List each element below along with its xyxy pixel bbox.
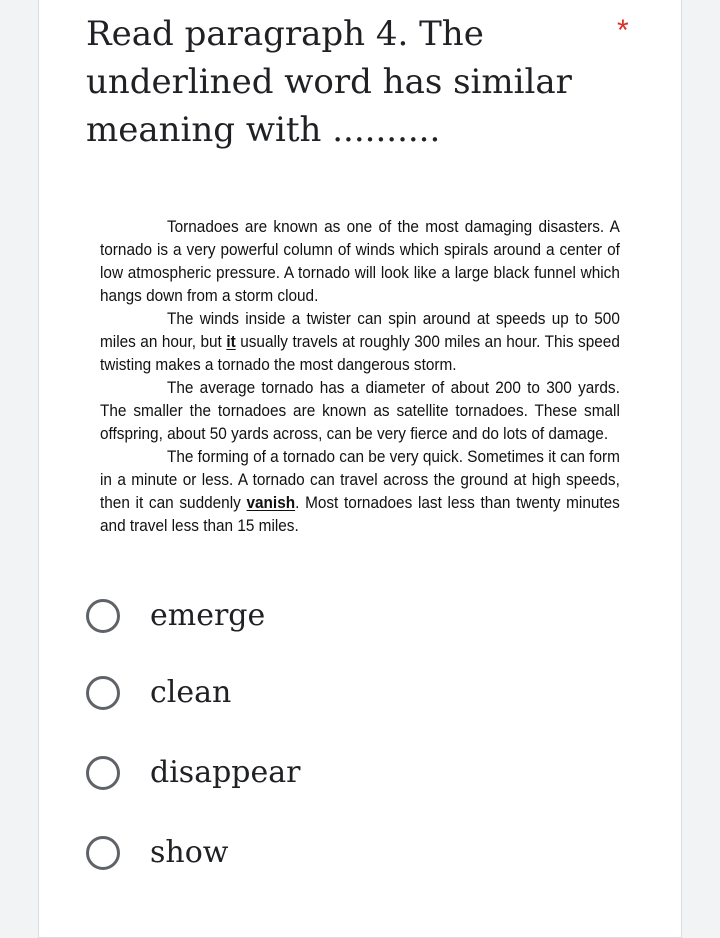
radio-button-disappear[interactable] bbox=[86, 756, 120, 790]
passage-paragraph-2 bbox=[100, 308, 620, 377]
paragraph-1-text: Tornadoes are known as one of the most damaging disasters. A tornado is a very powerful column of winds which spirals around a center of low atmospheric pressure. A tornado will look like a large black funnel which hangs down from a storm cloud. bbox=[100, 218, 620, 305]
paragraph-4-text-after: . Most tornadoes last less than twenty minutes and travel less than 15 miles. bbox=[100, 494, 620, 535]
option-emerge[interactable] bbox=[86, 590, 646, 642]
passage-paragraph-4 bbox=[100, 446, 620, 538]
option-clean[interactable] bbox=[86, 667, 646, 719]
radio-button-emerge[interactable] bbox=[86, 599, 120, 633]
option-label-emerge: emerge bbox=[150, 598, 266, 633]
option-label-show: show bbox=[150, 835, 229, 870]
option-disappear[interactable] bbox=[86, 747, 646, 799]
option-label-clean: clean bbox=[150, 675, 232, 710]
paragraph-2-text-after: usually travels at roughly 300 miles an hour. This speed twisting makes a tornado the most dangerous storm. bbox=[100, 333, 620, 374]
reading-passage bbox=[100, 216, 620, 538]
option-label-disappear: disappear bbox=[150, 755, 301, 790]
underlined-word-vanish: vanish bbox=[246, 494, 296, 512]
paragraph-3-text: The average tornado has a diameter of about 200 to 300 yards. The smaller the tornadoes are known as satellite tornadoes. These small offspring, about 50 yards across, can be very fierce and do lots of damage. bbox=[100, 379, 620, 443]
passage-paragraph-1 bbox=[100, 216, 620, 308]
underlined-word-it: it bbox=[226, 333, 236, 351]
question-title: Read paragraph 4. The underlined word has similar meaning with .......... bbox=[86, 14, 572, 150]
radio-button-clean[interactable] bbox=[86, 676, 120, 710]
required-marker: * bbox=[617, 14, 629, 47]
paragraph-4-text-before: The forming of a tornado can be very quick. Sometimes it can form in a minute or less. A tornado can travel across the ground at high speeds, then it can suddenly bbox=[100, 448, 620, 512]
passage-paragraph-3 bbox=[100, 377, 620, 446]
paragraph-2-text-before: The winds inside a twister can spin around at speeds up to 500 miles an hour, but bbox=[100, 310, 620, 351]
radio-button-show[interactable] bbox=[86, 836, 120, 870]
option-show[interactable] bbox=[86, 827, 646, 879]
